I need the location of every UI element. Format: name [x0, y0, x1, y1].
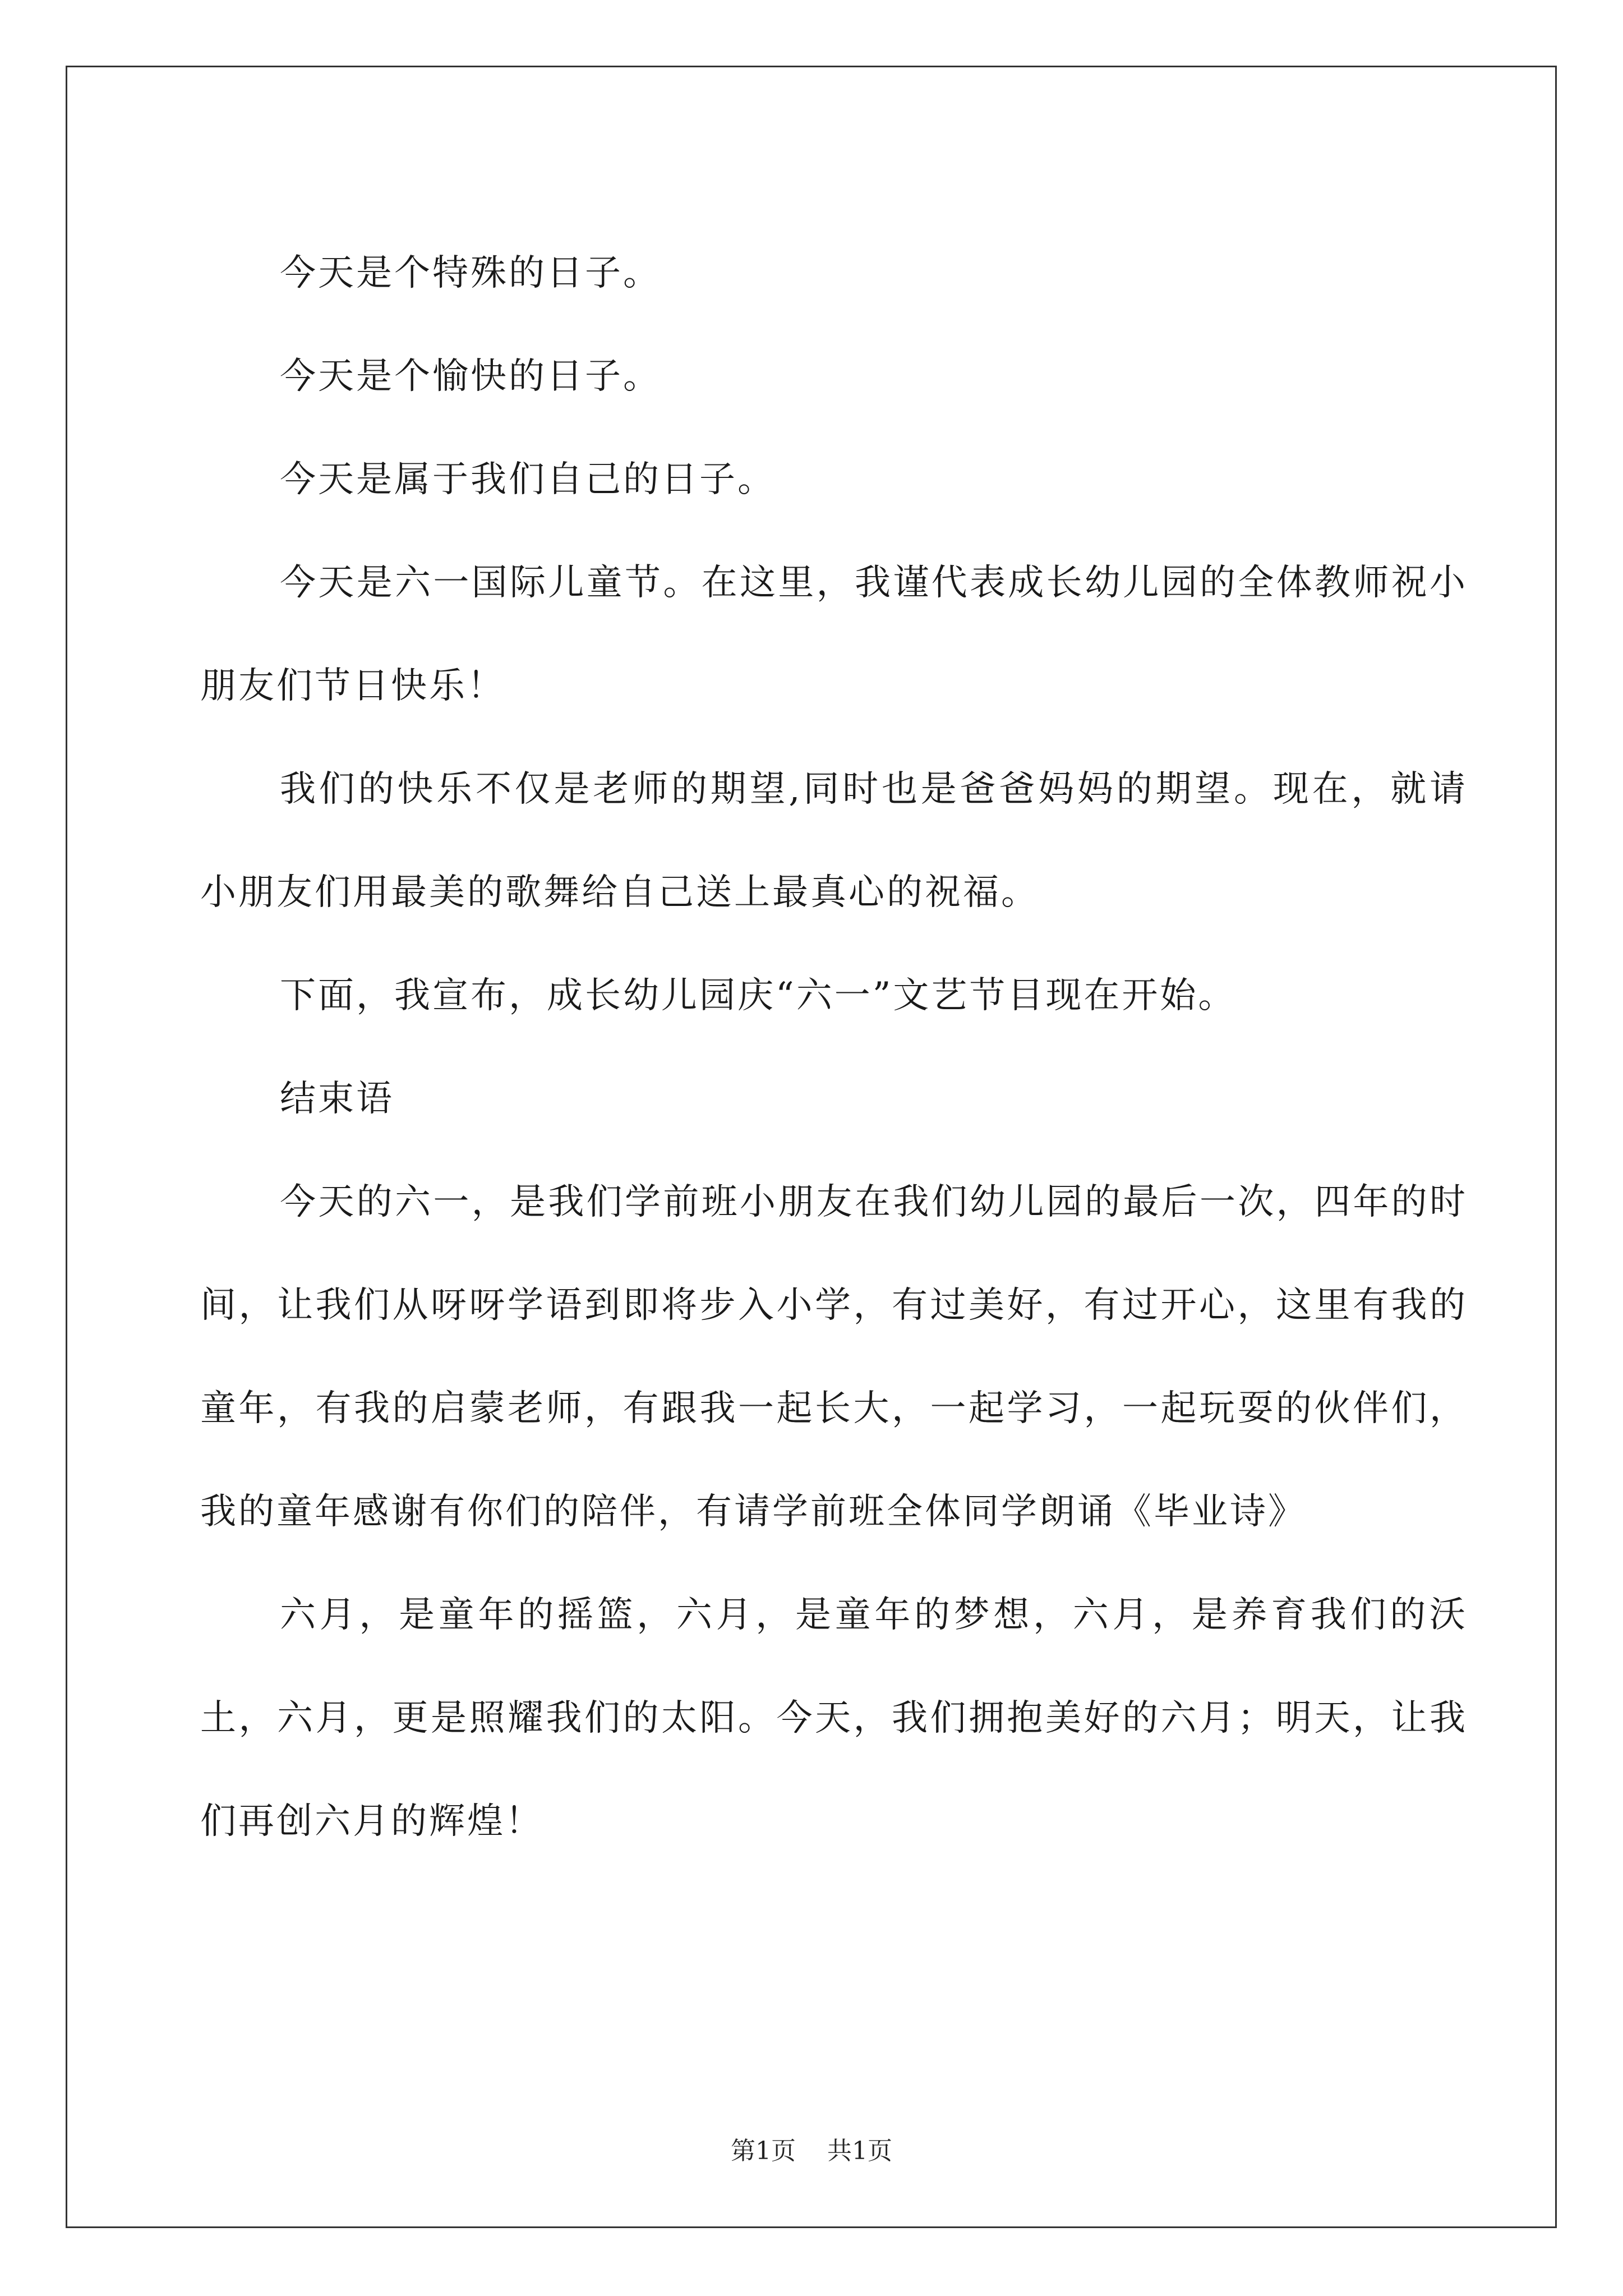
paragraph-1: 今天是个特殊的日子。	[280, 252, 661, 294]
paragraph-5: 我们的快乐不仅是老师的期望,同时也是爸爸妈妈的期望。现在，就请小朋友们用最美的歌舞给自己送上最真心的祝福。	[200, 769, 1468, 913]
paragraph-7: 今天的六一，是我们学前班小朋友在我们幼儿园的最后一次，四年的时间，让我们从呀呀学语到即将步入小学，有过美好，有过开心，这里有我的童年，有我的启蒙老师，有跟我一起长大，一起学习，一起玩耍的伙伴们，我的童年感谢有你们的陪伴，有请学前班全体同学朗诵《毕业诗》	[200, 1181, 1468, 1533]
section-heading-closing: 结束语	[280, 1078, 394, 1120]
paragraph-3: 今天是属于我们自己的日子。	[280, 459, 776, 500]
page-footer	[0, 2134, 1623, 2168]
paragraph-4: 今天是六一国际儿童节。在这里，我谨代表成长幼儿园的全体教师祝小朋友们节日快乐！	[200, 562, 1468, 707]
paragraph-2: 今天是个愉快的日子。	[280, 356, 661, 397]
page-number-current: 第1页	[731, 2137, 796, 2165]
page-number-total: 共1页	[827, 2137, 892, 2165]
paragraph-6: 下面，我宣布，成长幼儿园庆“六一”文艺节目现在开始。	[280, 975, 1237, 1016]
paragraph-8: 六月，是童年的摇篮，六月，是童年的梦想，六月，是养育我们的沃土，六月，更是照耀我们的太阳。今天，我们拥抱美好的六月；明天，让我们再创六月的辉煌！	[200, 1594, 1468, 1842]
document-body	[200, 222, 1468, 1873]
